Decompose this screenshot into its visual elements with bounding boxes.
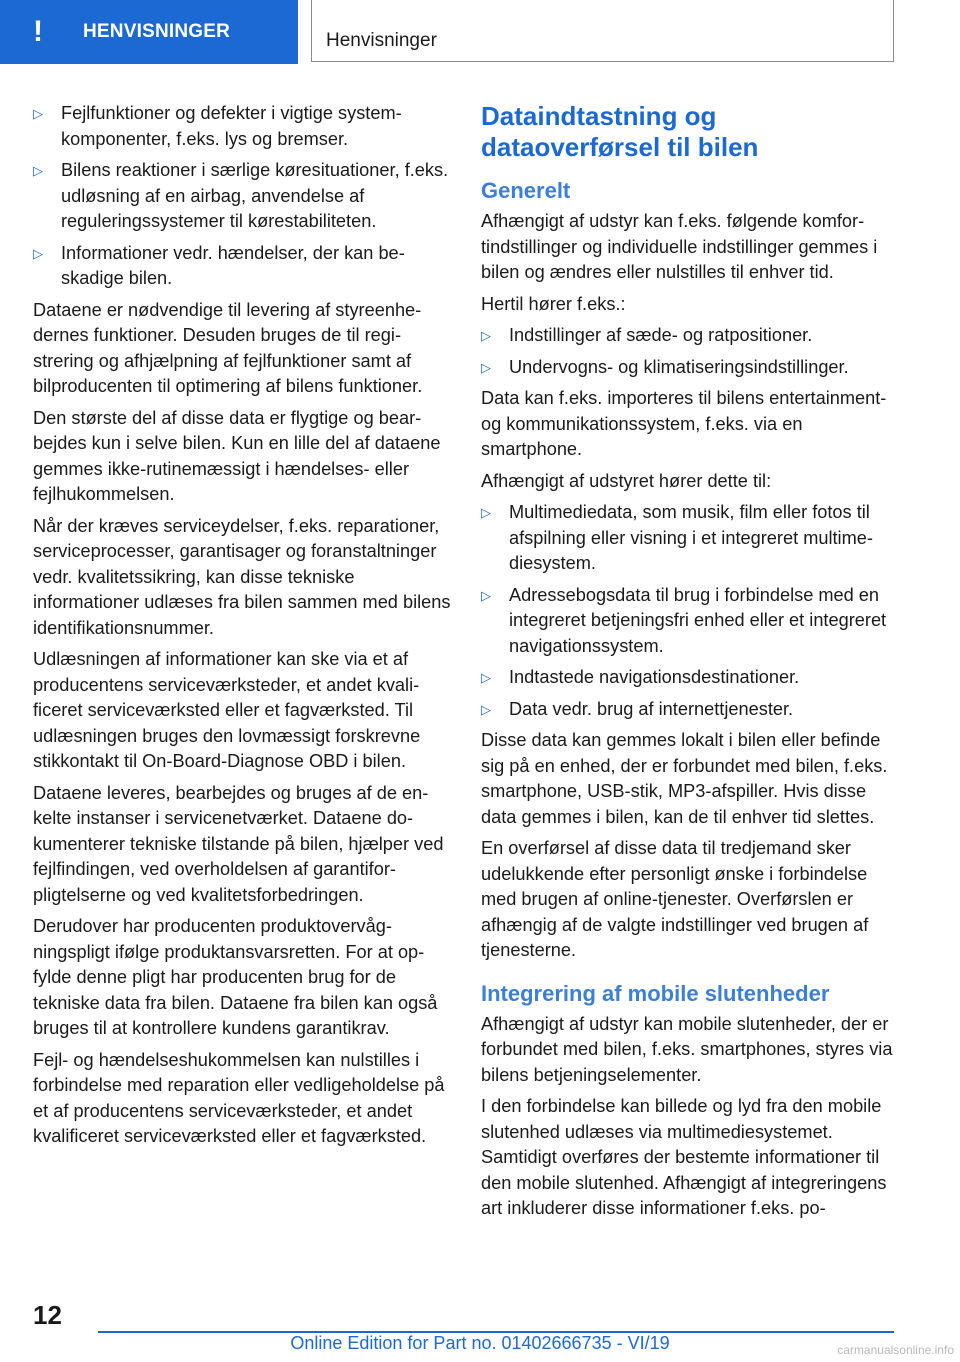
subheading-generelt: Generelt <box>481 178 571 203</box>
paragraph: En overførsel af disse data til tredjemand sker udelukkende efter personligt ønske i forbindelse med brugen af online-tjenester. Overførslen er afhængig af de valgte indstillinger ved brugen af tjenesterne. <box>481 838 869 960</box>
right-column <box>481 101 899 1228</box>
list-item: ▷ Bilens reaktioner i særlige køresituationer, f.eks. udløsning af en airbag, anvendelse af reguleringssystemer til kørestabiliteten. <box>33 158 451 235</box>
paragraph: Dataene leveres, bearbejdes og bruges af de enkelte instanser i servicenetværket. Dataene dokumenterer tekniske tilstande på bilen, hjælper ved fejlfindingen, ved overholdelsen af garantiforpligtelserne og ved kvalitetsforbedringen. <box>33 782 444 905</box>
paragraph: Dataene er nødvendige til levering af styreenhedernes funktioner. Desuden bruges de til registrering og afhjælpning af fejlfunktioner samt af bilproducenten til optimering af bilens funktioner. <box>33 299 423 396</box>
page-number: 12 <box>33 1300 62 1330</box>
list-item: ▷ Data vedr. brug af internettjenester. <box>481 697 899 723</box>
paragraph: Disse data kan gemmes lokalt i bilen eller befinde sig på en enhed, der er forbundet med bilen, f.eks. smartphone, USB-stik, MP3-afspiller. Hvis disse data gemmes i bilen, kan de til enhver tid slettes. <box>481 730 888 827</box>
header-title: Henvisninger <box>326 30 437 51</box>
paragraph: Når der kræves serviceydelser, f.eks. reparationer, serviceprocesser, garantisager og foranstaltninger vedr. kvalitetssikring, kan disse tekniske informationer udlæses fra bilen sammen med bilens identifikationsnummer. <box>33 515 451 638</box>
list-item: ▷ Indtastede navigationsdestinationer. <box>481 665 899 691</box>
paragraph: Derudover har producenten produktovervågningspligt ifølge produktansvarsretten. For at opfylde denne pligt har producenten brug for de tekniske data fra bilen. Dataene fra bilen kan også bruges til at kontrollere kundens garantikrav. <box>33 916 438 1038</box>
paragraph: Data kan f.eks. importeres til bilens entertainment- og kommunikationssystem, f.eks. via en smartphone. <box>481 388 887 459</box>
warning-icon: ! <box>33 15 43 48</box>
bullet-list <box>33 101 451 292</box>
list-item: ▷ Multimediedata, som musik, film eller fotos til afspilning eller visning i et integreret multimediesystem. <box>481 500 899 577</box>
section-title: Dataindtastning og dataoverførsel til bilen <box>481 101 759 162</box>
paragraph: Afhængigt af udstyr kan f.eks. følgende komfortindstillinger og individuelle indstillinger gemmes i bilen og ændres eller nulstilles til enhver tid. <box>481 211 878 282</box>
list-item: ▷ Indstillinger af sæde- og ratpositioner. <box>481 323 899 349</box>
bullet-list <box>481 500 899 722</box>
paragraph: Den største del af disse data er flygtige og bearbejdes kun i selve bilen. Kun en lille del af dataene gemmes ikke-rutinemæssigt i hændelses- eller fejlhukommelsen. <box>33 407 441 504</box>
paragraph: Hertil hører f.eks.: <box>481 293 626 314</box>
paragraph: Afhængigt af udstyr kan mobile slutenheder, der er forbundet med bilen, f.eks. smartphones, styres via bilens betjeningselementer. <box>481 1013 893 1085</box>
paragraph: Fejl- og hændelseshukommelsen kan nulstilles i forbindelse med reparation eller vedligeholdelse på et af producentens serviceværksteder, et andet kvalificeret serviceværksted eller et fagværksted. <box>33 1049 445 1146</box>
list-item: ▷ Fejlfunktioner og defekter i vigtige systemkomponenter, f.eks. lys og bremser. <box>33 101 451 152</box>
watermark: carmanualsonline.info <box>837 1343 954 1357</box>
list-item: ▷ Undervogns- og klimatiseringsindstillinger. <box>481 355 899 381</box>
bullet-list <box>481 323 899 380</box>
left-column <box>33 101 451 1156</box>
header-box <box>311 0 894 62</box>
paragraph: I den forbindelse kan billede og lyd fra den mobile slutenhed udlæses via multimediesystemet. Samtidigt overføres der bestemte informationer til den mobile slutenhed. Afhængigt af integreringens art inkluderer disse informationer f.eks. po- <box>481 1096 887 1218</box>
list-item: ▷ Adressebogsdata til brug i forbindelse med en integreret betjeningsfri enhed eller et integreret navigationssystem. <box>481 583 899 660</box>
paragraph: Udlæsningen af informationer kan ske via et af producentens serviceværksteder, et andet kvalificeret serviceværksted eller et fagværksted. Til udlæsningen bruges den lovmæssigt forskrevne stikkontakt til On-Board-Diagnose OBD i bilen. <box>33 649 421 771</box>
list-item: ▷ Informationer vedr. hændelser, der kan beskadige bilen. <box>33 241 451 292</box>
edition-footer: Online Edition for Part no. 01402666735 - VI/19 <box>290 1333 670 1353</box>
paragraph: Afhængigt af udstyret hører dette til: <box>481 470 772 491</box>
chapter-tab <box>0 0 298 64</box>
chapter-label: HENVISNINGER <box>83 21 231 42</box>
subheading-mobile: Integrering af mobile slutenheder <box>481 980 830 1006</box>
